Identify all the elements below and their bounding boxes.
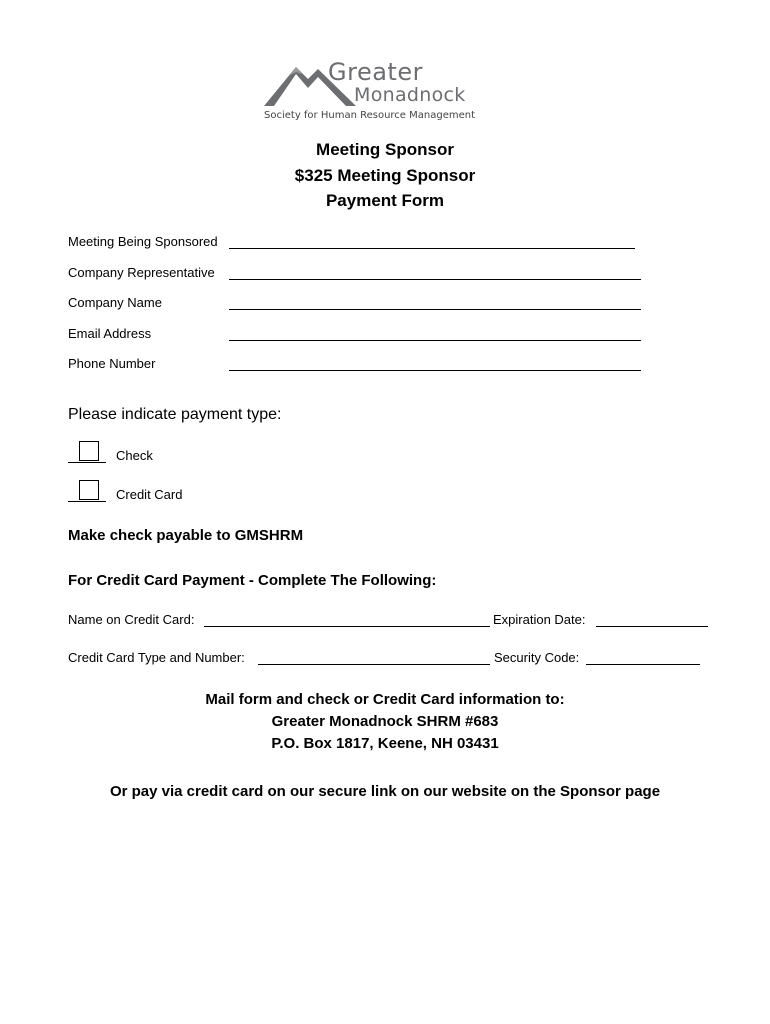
credit-checkbox[interactable] xyxy=(79,480,99,500)
logo-word-greater: Greater xyxy=(328,58,423,86)
security-code-line[interactable] xyxy=(586,664,700,665)
expiration-label: Expiration Date: xyxy=(493,612,586,627)
check-payable-note: Make check payable to GMSHRM xyxy=(68,527,304,544)
form-title-line1: Meeting Sponsor xyxy=(316,140,454,159)
meeting-line[interactable] xyxy=(229,248,635,249)
security-code-label: Security Code: xyxy=(494,650,580,665)
mail-line2: Greater Monadnock SHRM #683 xyxy=(271,713,499,730)
company-name-label: Company Name xyxy=(68,295,162,310)
credit-label: Credit Card xyxy=(116,487,183,502)
phone-line[interactable] xyxy=(229,370,641,371)
email-label: Email Address xyxy=(68,326,152,341)
email-line[interactable] xyxy=(229,340,641,341)
form-title-line3: Payment Form xyxy=(325,191,445,210)
meeting-label: Meeting Being Sponsored xyxy=(68,234,218,249)
check-checkbox[interactable] xyxy=(79,441,99,461)
name-on-card-label: Name on Credit Card: xyxy=(68,612,195,627)
check-underline xyxy=(68,462,106,463)
card-type-number-label: Credit Card Type and Number: xyxy=(68,650,245,665)
logo xyxy=(262,58,507,126)
company-name-line[interactable] xyxy=(229,309,641,310)
name-on-card-line[interactable] xyxy=(204,626,490,627)
credit-underline xyxy=(68,501,106,502)
payment-type-prompt: Please indicate payment type: xyxy=(68,406,282,423)
credit-section-heading: For Credit Card Payment - Complete The Following: xyxy=(68,572,437,589)
online-payment-note: Or pay via credit card on our secure link on our website on the Sponsor page xyxy=(109,783,661,800)
logo-tagline: Society for Human Resource Management xyxy=(264,110,475,121)
logo-word-monadnock: Monadnock xyxy=(354,84,466,106)
mail-line1: Mail form and check or Credit Card information to: xyxy=(205,691,565,708)
representative-label: Company Representative xyxy=(68,265,215,280)
phone-label: Phone Number xyxy=(68,356,156,371)
form-title-line2: $325 Meeting Sponsor xyxy=(294,166,476,185)
check-label: Check xyxy=(116,448,153,463)
representative-line[interactable] xyxy=(229,279,641,280)
card-type-number-line[interactable] xyxy=(258,664,490,665)
expiration-line[interactable] xyxy=(596,626,708,627)
mail-line3: P.O. Box 1817, Keene, NH 03431 xyxy=(271,735,499,752)
